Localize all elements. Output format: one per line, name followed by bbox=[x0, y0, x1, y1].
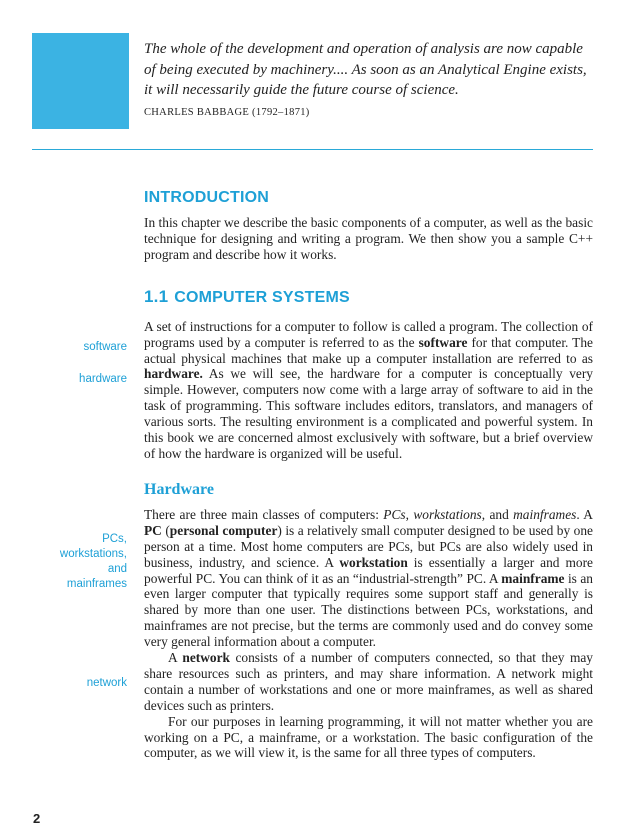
text-run: ( bbox=[161, 522, 170, 538]
chapter-color-block bbox=[32, 33, 129, 129]
section-number: 1.1 bbox=[144, 286, 169, 306]
section-title: COMPUTER SYSTEMS bbox=[174, 288, 350, 306]
section-heading bbox=[144, 287, 593, 307]
term-workstation: workstation bbox=[339, 554, 408, 570]
page-number: 2 bbox=[33, 811, 41, 826]
text-run: There are three main classes of computers: bbox=[144, 506, 384, 522]
text-run: , bbox=[405, 506, 414, 522]
text-run: As we will see, the hardware for a computer is conceptually very simple. However, computers now come with a large array of software to aid in the task of programming. This software includes editors, translators, and managers of various sorts. The resulting environment is a complicated and powerful system. In this book we are concerned almost exclusively with software, but a brief overview of how the hardware is organized will be useful. bbox=[144, 366, 593, 461]
margin-note-pcs-line2: workstations, bbox=[59, 548, 127, 560]
term-network: network bbox=[182, 650, 230, 666]
term-pcs: PCs bbox=[383, 506, 406, 522]
header-divider bbox=[32, 149, 593, 150]
term-software: software bbox=[418, 334, 468, 350]
text-run: A bbox=[168, 650, 183, 666]
term-hardware: hardware. bbox=[144, 366, 203, 382]
text-run: ) is a relatively small computer designed to be used by one person at a time. Most home computers are PCs, but PCs are also widely used in business, industry, and science. A bbox=[144, 522, 593, 570]
introduction-heading: INTRODUCTION bbox=[144, 189, 270, 206]
epigraph bbox=[144, 39, 594, 118]
margin-note-pcs-line3: and bbox=[107, 563, 127, 575]
text-run: A set of instructions for a computer to follow is called a program. The collection of programs used by a computer is referred to as the bbox=[144, 318, 593, 350]
text-run: , and bbox=[481, 506, 514, 522]
text-run: consists of a number of computers connected, so that they may share resources such as printers, and may share information. A network might contain a number of workstations and one or more mainframes, as well as shared devices such as printers. bbox=[144, 650, 594, 713]
introduction-paragraph: In this chapter we describe the basic components of a computer, as well as the basic technique for designing and writing a program. We then show you a sample C++ program and describe how it works. bbox=[144, 215, 593, 262]
epigraph-quote: The whole of the development and operation of analysis are now capable of being executed by machinery.... As soon as an Analytical Engine exists, it will necessarily guide the future course of science. bbox=[144, 41, 587, 98]
epigraph-attribution: CHARLES BABBAGE (1792–1871) bbox=[144, 106, 310, 118]
section-paragraph bbox=[144, 319, 593, 462]
term-mainframes: mainframes bbox=[513, 506, 577, 522]
term-pc: PC bbox=[144, 522, 162, 538]
hardware-paragraph-3: For our purposes in learning programming, it will not matter whether you are working on a PC, a mainframe, or a workstation. The basic configuration of the computer, as we will view it, is the same for all three types of computers. bbox=[144, 713, 593, 761]
term-personal-computer: personal computer bbox=[169, 522, 278, 538]
margin-note-software: software bbox=[83, 341, 127, 353]
main-content bbox=[144, 189, 593, 761]
hardware-paragraph-1 bbox=[144, 507, 593, 650]
text-run: is essentially a larger and more powerful PC. You can think of it as an “industrial-strength” PC. A bbox=[144, 554, 594, 586]
margin-note-pcs bbox=[60, 532, 127, 592]
hardware-heading: Hardware bbox=[144, 480, 214, 498]
margin-note-hardware: hardware bbox=[79, 373, 127, 385]
margin-note-network: network bbox=[86, 677, 127, 689]
margin-note-pcs-line1: PCs, bbox=[102, 533, 127, 545]
text-run: is an even larger computer that typically requires some support staff and generally is shared by more than one user. The distinctions between PCs, workstations, and mainframes are not precise, but the terms are commonly used and do convey some very general information about a computer. bbox=[144, 570, 593, 650]
margin-note-pcs-line4: mainframes bbox=[66, 578, 127, 590]
hardware-paragraph-2 bbox=[144, 650, 593, 714]
text-run: . A bbox=[576, 506, 593, 522]
text-run: for that computer. The actual physical machines that make up a computer installation are referred to as bbox=[144, 334, 593, 366]
term-workstations: workstations bbox=[413, 506, 482, 522]
term-mainframe: mainframe bbox=[501, 570, 565, 586]
